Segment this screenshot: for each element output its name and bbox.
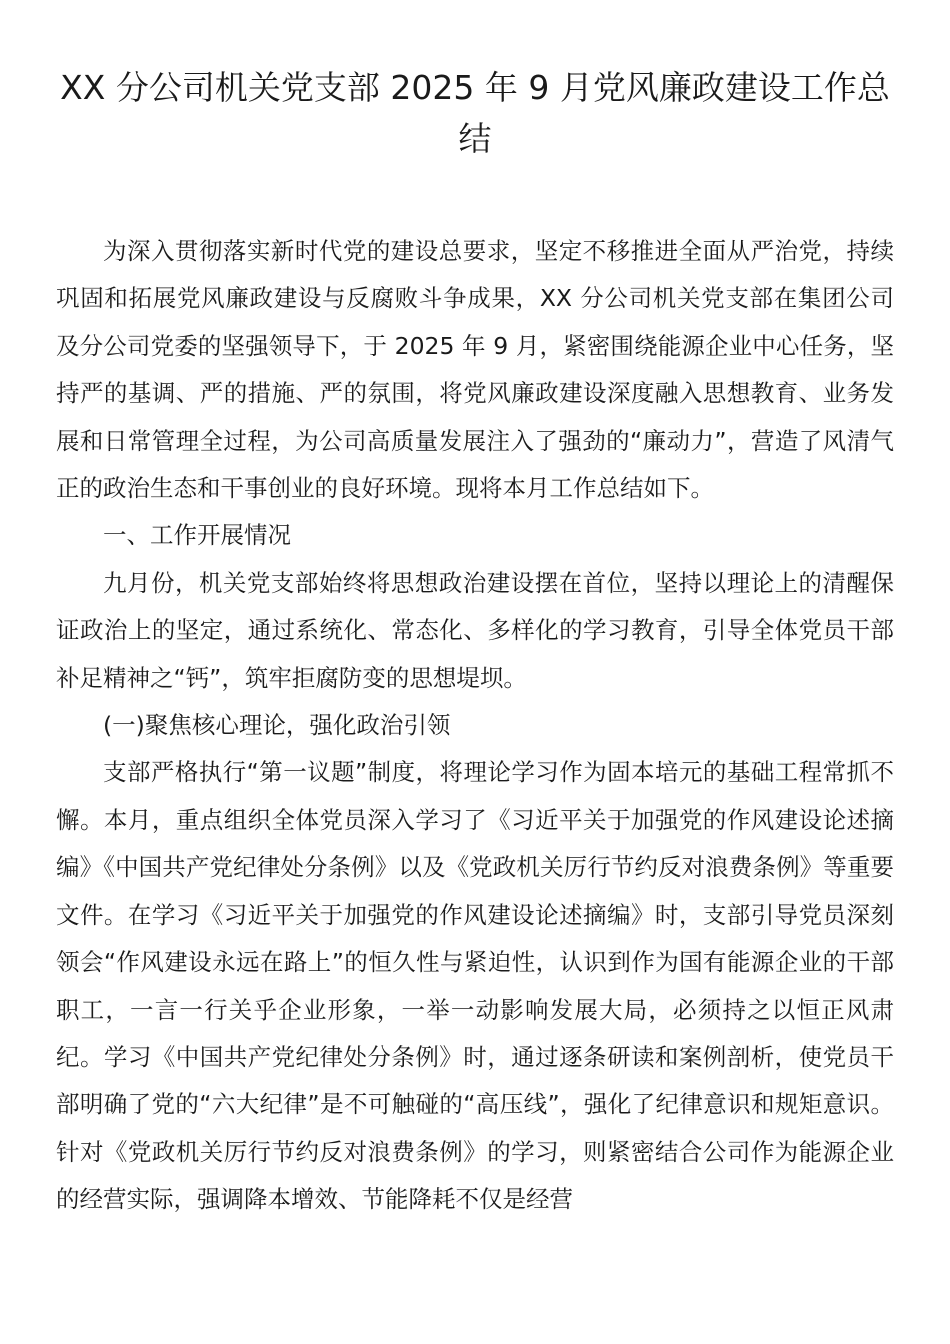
document-title: XX 分公司机关党支部 2025 年 9 月党风廉政建设工作总结 [60,68,890,158]
subsection-heading-1: (一)聚焦核心理论，强化政治引领 [103,711,451,740]
document-body [56,228,894,1224]
document-page [56,62,894,1224]
section-paragraph-1: 九月份，机关党支部始终将思想政治建设摆在首位，坚持以理论上的清醒保证政治上的坚定，通过系统化、常态化、多样化的学习教育，引导全体党员干部补足精神之“钙”，筑牢拒腐防变的思想堤坝。 [56,568,894,692]
intro-paragraph: 为深入贯彻落实新时代党的建设总要求，坚定不移推进全面从严治党，持续巩固和拓展党风廉政建设与反腐败斗争成果，XX 分公司机关党支部在集团公司及分公司党委的坚强领导下，于 2025 年 9 月，紧密围绕能源企业中心任务，坚持严的基调、严的措施、严的氛围，将党风廉政建设深度融入思想教育、业务发展和日常管理全过程，为公司高质量发展注入了强劲的“廉动力”，营造了风清气正的政治生态和干事创业的良好环境。现将本月工作总结如下。 [56,237,894,503]
section-heading-1: 一、工作开展情况 [103,521,291,550]
subsection-paragraph-1: 支部严格执行“第一议题”制度，将理论学习作为固本培元的基础工程常抓不懈。本月，重点组织全体党员深入学习了《习近平关于加强党的作风建设论述摘编》《中国共产党纪律处分条例》以及《党政机关厉行节约反对浪费条例》等重要文件。在学习《习近平关于加强党的作风建设论述摘编》时，支部引导党员深刻领会“作风建设永远在路上”的恒久性与紧迫性，认识到作为国有能源企业的干部职工，一言一行关乎企业形象，一举一动影响发展大局，必须持之以恒正风肃纪。学习《中国共产党纪律处分条例》时，通过逐条研读和案例剖析，使党员干部明确了党的“六大纪律”是不可触碰的“高压线”，强化了纪律意识和规矩意识。针对《党政机关厉行节约反对浪费条例》的学习，则紧密结合公司作为能源企业的经营实际，强调降本增效、节能降耗不仅是经营 [56,758,894,1214]
